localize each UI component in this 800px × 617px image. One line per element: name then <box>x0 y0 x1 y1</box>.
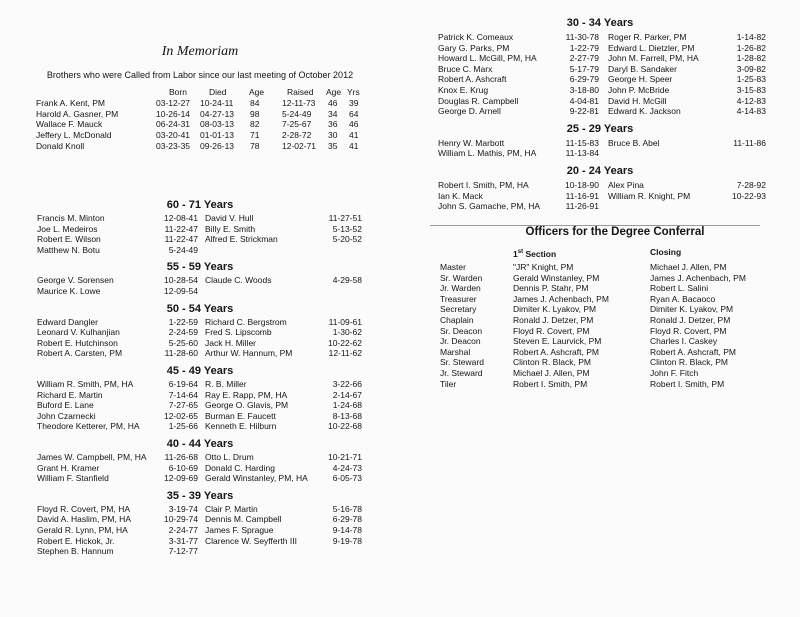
member-name: Joe L. Medeiros <box>37 223 98 234</box>
member-name: Donald Knoll <box>36 140 85 151</box>
member-name: Richard C. Bergstrom <box>205 316 287 327</box>
memoriam-title: In Memoriam <box>161 44 239 59</box>
member-name: George H. Speer <box>608 74 673 85</box>
closing-officer: Robert L. Salini <box>650 283 709 294</box>
raised-date: 9-19-78 <box>332 535 362 546</box>
raised-date: 11-30-78 <box>565 32 599 42</box>
member-row <box>438 180 768 191</box>
section-title: 30 - 34 Years <box>566 17 634 29</box>
section-title: 50 - 54 Years <box>166 302 234 315</box>
member-row <box>37 390 367 401</box>
section-title: 60 - 71 Years <box>166 199 234 211</box>
raised-date: 5-20-52 <box>332 234 362 245</box>
raised-date: 10-29-74 <box>163 514 198 525</box>
years-value: 41 <box>349 130 359 141</box>
member-row <box>37 525 367 536</box>
member-name: Burman E. Faucett <box>205 410 276 421</box>
officer-role: Treasurer <box>440 293 477 304</box>
raised-date: 1-25-66 <box>168 421 198 432</box>
closing-officer: Robert A. Ashcraft, PM <box>650 346 736 357</box>
age-value: 82 <box>250 119 260 130</box>
closing-officer: Ryan A. Bacaoco <box>650 293 716 304</box>
member-row <box>438 138 768 149</box>
raised-date: 11-28-60 <box>164 348 198 359</box>
raised-date: 5-24-49 <box>282 108 312 119</box>
member-name: Edward Dangler <box>37 316 98 327</box>
memoriam-subtitle: Brothers who were Called from Labor since our last meeting of October 2012 <box>46 70 354 80</box>
section-title: 55 - 59 Years <box>166 261 234 274</box>
closing-officer: James J. Achenbach, PM <box>650 272 746 283</box>
member-row <box>37 400 367 411</box>
member-name: Edward L. Dietzler, PM <box>608 42 695 53</box>
raised-date: 12-02-65 <box>163 410 198 421</box>
raised-date: 6-05-73 <box>332 473 362 484</box>
officers-title: Officers for the Degree Conferral <box>525 226 705 238</box>
raised-date: 1-28-82 <box>736 53 766 64</box>
member-row <box>438 148 768 159</box>
member-name: Edward K. Jackson <box>608 106 681 117</box>
header-raised: Raised <box>287 87 314 97</box>
officer-row <box>440 283 780 294</box>
officer-row <box>440 347 780 358</box>
raised-date: 12-02-71 <box>282 140 317 151</box>
member-name: Jeffery L. McDonald <box>36 130 112 141</box>
raised-date: 5-24-49 <box>168 244 198 255</box>
member-name: David V. Hull <box>205 213 254 223</box>
member-name: Leonard V. Kulhanjian <box>37 327 120 338</box>
header-born: Born <box>169 87 187 97</box>
raised-date: 11-11-86 <box>733 137 766 148</box>
raised-date: 5-25-60 <box>168 337 198 348</box>
memoriam-row <box>36 141 376 152</box>
memoriam-row <box>36 109 376 120</box>
raised-date: 12-08-41 <box>163 213 198 223</box>
closing-officer: Robert I. Smith, PM <box>650 378 725 389</box>
member-name: Gerald R. Lynn, PM, HA <box>37 525 128 535</box>
years-value: 46 <box>349 119 359 130</box>
member-row <box>37 504 367 515</box>
raised-date: 3-18-80 <box>569 85 599 95</box>
officer-row <box>440 273 780 284</box>
raised-date: 12-11-62 <box>328 348 362 359</box>
member-name: Stephen B. Hannum <box>37 546 114 557</box>
section-title: 40 - 44 Years <box>166 438 234 450</box>
officer-row <box>440 262 780 273</box>
officer-role: Sr. Deacon <box>440 325 483 336</box>
age-raised-value: 34 <box>328 108 338 119</box>
memoriam-row <box>36 119 376 130</box>
first-section-officer: Michael J. Allen, PM <box>513 368 590 378</box>
closing-officer: Charles I. Caskey <box>650 336 718 347</box>
years-value: 39 <box>349 98 359 108</box>
member-name: Otto L. Drum <box>205 452 254 462</box>
closing-officer: Clinton R. Black, PM <box>650 357 728 368</box>
member-name: John Czarnecki <box>37 410 96 421</box>
member-name: Richard E. Martin <box>37 389 103 400</box>
first-section-officer: Dimiter K. Lyakov, PM <box>513 304 597 315</box>
raised-date: 11-13-84 <box>565 148 599 159</box>
officer-role: Secretary <box>440 304 477 315</box>
age-value: 98 <box>250 108 260 119</box>
member-name: William F. Stanfield <box>37 473 109 484</box>
raised-date: 7-27-65 <box>168 400 198 411</box>
member-row <box>37 421 367 432</box>
member-row <box>37 317 367 328</box>
member-name: Kenneth E. Hilburn <box>205 421 277 432</box>
member-name: Patrick K. Comeaux <box>438 32 514 42</box>
born-date: 03-20-41 <box>156 130 191 141</box>
first-section-officer: Dennis P. Stahr, PM <box>513 283 589 294</box>
member-row <box>37 275 367 286</box>
first-section-officer: Clinton R. Black, PM <box>513 357 591 368</box>
raised-date: 10-18-90 <box>564 180 599 190</box>
age-value: 84 <box>250 98 260 108</box>
raised-date: 10-22-93 <box>731 190 766 201</box>
raised-date: 1-14-82 <box>736 32 766 42</box>
raised-date: 12-11-73 <box>282 98 316 108</box>
officers-col1-header: 1st Section <box>513 248 557 259</box>
raised-date: 11-22-47 <box>164 234 198 245</box>
member-name: Gerald Winstanley, PM, HA <box>205 473 308 484</box>
member-name: Henry W. Marbott <box>438 137 505 148</box>
memoriam-row <box>36 98 376 109</box>
born-date: 03-23-35 <box>156 140 191 151</box>
raised-date: 5-17-79 <box>569 63 599 74</box>
member-name: Alfred E. Strickman <box>205 234 278 245</box>
member-name: William L. Mathis, PM, HA <box>438 148 537 159</box>
raised-date: 7-14-64 <box>168 389 198 400</box>
raised-date: 11-26-68 <box>164 452 198 462</box>
member-row <box>37 514 367 525</box>
member-name: Theodore Ketterer, PM, HA <box>37 421 140 432</box>
raised-date: 4-24-73 <box>332 462 362 473</box>
member-name: James F. Sprague <box>205 525 274 535</box>
member-name: Bruce B. Abel <box>608 137 660 148</box>
died-date: 01-01-13 <box>200 130 235 141</box>
raised-date: 2-27-79 <box>569 53 599 64</box>
member-name: Robert I. Smith, PM, HA <box>438 180 529 190</box>
header-yrs: Yrs <box>347 87 360 97</box>
raised-date: 5-13-52 <box>332 223 362 234</box>
born-date: 03-12-27 <box>156 98 191 108</box>
raised-date: 1-25-83 <box>736 74 766 85</box>
member-name: Arthur W. Hannum, PM <box>205 348 293 359</box>
member-name: Roger R. Parker, PM <box>608 32 687 42</box>
header-age2: Age <box>326 87 342 97</box>
raised-date: 3-31-77 <box>168 535 198 546</box>
raised-date: 9-22-81 <box>569 106 599 117</box>
first-section-officer: "JR" Knight, PM <box>513 262 574 272</box>
member-row <box>37 338 367 349</box>
age-raised-value: 30 <box>328 130 338 141</box>
raised-date: 1-22-79 <box>569 42 599 53</box>
officer-row <box>440 379 780 390</box>
raised-date: 12-09-69 <box>163 473 198 484</box>
raised-date: 6-19-64 <box>168 379 198 389</box>
years-value: 41 <box>349 140 359 151</box>
member-row <box>37 327 367 338</box>
header-died: Died <box>209 87 227 97</box>
officer-role: Jr. Deacon <box>440 336 481 347</box>
officer-row <box>440 294 780 305</box>
first-section-officer: Robert I. Smith, PM <box>513 378 588 389</box>
raised-date: 4-14-83 <box>736 106 766 117</box>
born-date: 10-26-14 <box>156 108 191 119</box>
officer-role: Sr. Steward <box>440 357 484 368</box>
officer-role: Sr. Warden <box>440 272 483 283</box>
raised-date: 4-12-83 <box>736 95 766 106</box>
officer-role: Chaplain <box>440 315 474 325</box>
raised-date: 11-16-91 <box>565 190 599 201</box>
section-title: 20 - 24 Years <box>566 165 634 177</box>
raised-date: 6-29-78 <box>332 514 362 525</box>
raised-date: 3-09-82 <box>736 63 766 74</box>
first-section-officer: Steven E. Laurvick, PM <box>513 336 602 347</box>
member-name: Knox E. Krug <box>438 85 489 95</box>
raised-date: 3-22-66 <box>332 379 362 389</box>
raised-date: 5-16-78 <box>332 503 362 514</box>
officer-role: Marshal <box>440 346 471 357</box>
member-row <box>37 224 367 235</box>
first-section-officer: James J. Achenbach, PM <box>513 293 609 304</box>
member-name: William R. Knight, PM <box>608 190 691 201</box>
member-name: Robert E. Wilson <box>37 234 101 245</box>
raised-date: 10-28-54 <box>163 275 198 286</box>
raised-date: 1-22-59 <box>168 316 198 327</box>
raised-date: 11-22-47 <box>164 223 198 234</box>
member-name: George O. Glavis, PM <box>205 400 289 411</box>
age-value: 78 <box>250 140 260 151</box>
member-row <box>37 536 367 547</box>
raised-date: 2-24-59 <box>168 327 198 338</box>
member-name: Floyd R. Covert, PM, HA <box>37 503 131 514</box>
member-name: Grant H. Kramer <box>37 462 100 473</box>
officer-role: Master <box>440 262 466 272</box>
officer-row <box>440 368 780 379</box>
died-date: 10-24-11 <box>200 98 234 108</box>
raised-date: 9-14-78 <box>332 525 362 535</box>
member-name: Wallace F. Mauck <box>36 119 103 130</box>
raised-date: 4-29-58 <box>332 275 362 286</box>
member-name: Robert E. Hickok, Jr. <box>37 535 115 546</box>
raised-date: 2-24-77 <box>168 525 198 535</box>
raised-date: 2-28-72 <box>282 130 312 141</box>
section-title: 45 - 49 Years <box>166 365 234 377</box>
officer-role: Tiler <box>440 378 457 389</box>
raised-date: 1-30-62 <box>332 327 362 338</box>
age-raised-value: 46 <box>328 98 338 108</box>
member-name: Claude C. Woods <box>205 275 272 286</box>
officer-row <box>440 326 780 337</box>
memoriam-row <box>36 130 376 141</box>
raised-date: 7-25-67 <box>282 119 312 130</box>
born-date: 06-24-31 <box>156 119 191 130</box>
raised-date: 3-19-74 <box>168 503 198 514</box>
member-name: Clair P. Martin <box>205 503 258 514</box>
member-row <box>37 348 367 359</box>
member-row <box>438 53 768 64</box>
member-name: Daryl B. Sandaker <box>608 63 677 74</box>
raised-date: 11-26-91 <box>565 201 599 212</box>
member-name: Ian K. Mack <box>438 190 483 201</box>
raised-date: 11-27-51 <box>328 213 362 223</box>
officer-role: Jr. Steward <box>440 368 483 378</box>
raised-date: 6-29-79 <box>569 74 599 85</box>
member-name: William R. Smith, PM, HA <box>37 379 134 389</box>
member-name: Billy E. Smith <box>205 223 256 234</box>
officer-role: Jr. Warden <box>440 283 481 294</box>
raised-date: 11-15-83 <box>565 137 599 148</box>
member-name: George D. Arnell <box>438 106 501 117</box>
member-name: John S. Gamache, PM, HA <box>438 201 541 212</box>
raised-date: 8-13-68 <box>332 410 362 421</box>
member-name: John M. Farrell, PM, HA <box>608 53 699 64</box>
died-date: 08-03-13 <box>200 119 235 130</box>
member-name: Buford E. Lane <box>37 400 94 411</box>
first-section-officer: Floyd R. Covert, PM <box>513 325 590 336</box>
member-row <box>438 74 768 85</box>
member-row <box>37 473 367 484</box>
member-name: Frank A. Kent, PM <box>36 98 105 108</box>
section-title: 35 - 39 Years <box>166 489 234 502</box>
member-name: Ray E. Rapp, PM, HA <box>205 389 288 400</box>
raised-date: 7-12-77 <box>168 546 198 557</box>
member-row <box>438 85 768 96</box>
member-row <box>37 234 367 245</box>
age-value: 71 <box>250 130 260 141</box>
raised-date: 4-04-81 <box>569 95 599 106</box>
raised-date: 10-22-62 <box>327 337 362 348</box>
officers-col2-header: Closing <box>650 247 682 257</box>
member-name: James W. Campbell, PM, HA <box>37 452 147 462</box>
raised-date: 12-09-54 <box>163 286 198 296</box>
member-name: Douglas R. Campbell <box>438 95 519 106</box>
member-name: Howard L. McGill, PM, HA <box>438 53 537 64</box>
member-row <box>37 245 367 256</box>
memoriam-header <box>36 87 376 98</box>
member-row <box>37 379 367 390</box>
raised-date: 1-24-68 <box>332 400 362 411</box>
member-row <box>438 96 768 107</box>
member-name: Robert A. Ashcraft <box>438 74 507 85</box>
member-name: David H. McGill <box>608 95 667 106</box>
died-date: 04-27-13 <box>200 108 235 119</box>
header-age: Age <box>249 87 265 97</box>
age-raised-value: 36 <box>328 119 338 130</box>
years-value: 64 <box>349 108 359 119</box>
member-row <box>438 32 768 43</box>
raised-date: 6-10-69 <box>168 462 198 473</box>
member-row <box>438 43 768 54</box>
member-row <box>37 286 367 297</box>
closing-officer: John F. Fitch <box>650 368 699 378</box>
member-name: David A. Haslim, PM, HA <box>37 514 131 525</box>
member-name: Harold A. Gasner, PM <box>36 108 119 119</box>
first-section-officer: Gerald Winstanley, PM <box>513 272 600 283</box>
member-name: Jack H. Miller <box>205 337 257 348</box>
member-name: Clarence W. Seyfferth III <box>205 535 297 546</box>
member-row <box>37 452 367 463</box>
officer-row <box>440 336 780 347</box>
closing-officer: Dimiter K. Lyakov, PM <box>650 304 734 315</box>
member-name: George V. Sorensen <box>37 275 114 286</box>
first-section-officer: Ronald J. Detzer, PM <box>513 315 594 325</box>
closing-officer: Floyd R. Covert, PM <box>650 325 727 336</box>
member-row <box>438 191 768 202</box>
member-row <box>37 463 367 474</box>
officer-row <box>440 304 780 315</box>
raised-date: 1-26-82 <box>736 42 766 53</box>
member-name: Gary G. Parks, PM <box>438 42 510 53</box>
raised-date: 11-09-61 <box>328 316 362 327</box>
member-row <box>438 106 768 117</box>
member-row <box>37 411 367 422</box>
member-row <box>438 201 768 212</box>
member-name: Robert E. Hutchinson <box>37 337 118 348</box>
closing-officer: Ronald J. Detzer, PM <box>650 315 731 325</box>
section-title: 25 - 29 Years <box>566 122 634 135</box>
member-name: John P. McBride <box>608 85 670 95</box>
raised-date: 3-15-83 <box>736 85 766 95</box>
member-name: Donald C. Harding <box>205 462 275 473</box>
member-row <box>438 64 768 75</box>
officers-header <box>440 247 780 258</box>
raised-date: 10-21-71 <box>327 452 362 462</box>
member-name: Dennis M. Campbell <box>205 514 282 525</box>
member-name: Bruce C. Marx <box>438 63 493 74</box>
member-row <box>37 213 367 224</box>
officer-row <box>440 357 780 368</box>
member-name: R. B. Miller <box>205 379 247 389</box>
age-raised-value: 35 <box>328 140 338 151</box>
member-name: Fred S. Lipscomb <box>205 327 272 338</box>
member-row <box>37 546 367 557</box>
raised-date: 10-22-68 <box>327 421 362 432</box>
member-name: Alex Pina <box>608 180 644 190</box>
member-name: Francis M. Minton <box>37 213 105 223</box>
closing-officer: Michael J. Allen, PM <box>650 262 727 272</box>
first-section-officer: Robert A. Ashcraft, PM <box>513 346 599 357</box>
member-name: Maurice K. Lowe <box>37 286 101 296</box>
officer-row <box>440 315 780 326</box>
died-date: 09-26-13 <box>200 140 235 151</box>
member-name: Matthew N. Botu <box>37 244 100 255</box>
raised-date: 7-28-92 <box>736 180 766 190</box>
raised-date: 2-14-67 <box>332 389 362 400</box>
member-name: Robert A. Carsten, PM <box>37 348 123 359</box>
